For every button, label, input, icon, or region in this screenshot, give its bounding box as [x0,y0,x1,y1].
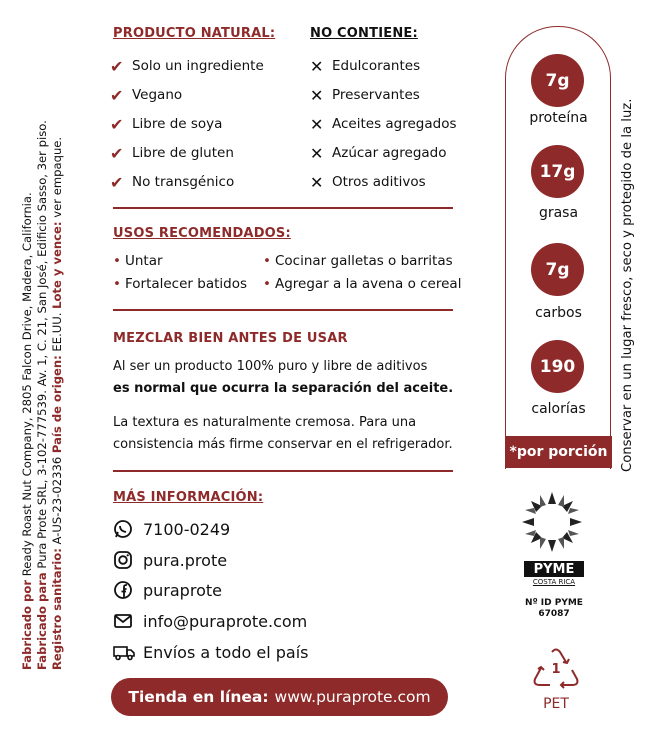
mezclar-title: MEZCLAR BIEN ANTES DE USAR [113,331,348,346]
mail-icon [113,611,143,631]
divider [113,470,453,472]
mezclar-paragraph-2: La textura es naturalmente cremosa. Para una consistencia más firme conservar en el refrigerador. [113,415,453,452]
store-label: Tienda en línea: [128,688,269,706]
facebook-row[interactable] [113,577,222,603]
shipping-text: Envíos a todo el país [143,642,309,662]
pyme-id-value: 67087 [538,609,570,619]
carbs-label: carbos [535,305,582,321]
fat-value: 17g [531,145,584,198]
natural-item: ✔ Vegano [110,85,183,105]
instagram-icon [113,550,143,570]
check-icon: ✔ [110,85,124,105]
manufactured-for-line: Fabricado para Pura Prote SRL, 3-102-777539. Av. 1, C. 21, San José, Edificio Sasso, 3er piso. [35,120,49,670]
cross-icon: ✕ [310,114,324,134]
no-contiene-item: ✕ Preservantes [310,85,420,105]
mezclar-paragraph-1: Al ser un producto 100% puro y libre de aditivos es normal que ocurra la separación del aceite. [113,359,454,396]
natural-item: ✔ Libre de soya [110,114,223,134]
pyme-logo-text: PYME [524,561,584,577]
protein-label: proteína [529,110,588,126]
uso-item: • Fortalecer batidos [113,276,248,292]
facebook-text: puraprote [143,580,222,600]
cross-icon: ✕ [310,56,324,76]
fat-label: grasa [538,205,579,221]
no-contiene-item: ✕ Otros aditivos [310,172,426,192]
truck-icon [113,642,143,662]
natural-item: ✔ Libre de gluten [110,143,234,163]
email-text: info@puraprote.com [143,611,308,631]
recycle-label: PET [543,696,569,712]
uso-item: • Untar [113,253,163,269]
divider [113,309,453,311]
cross-icon: ✕ [310,143,324,163]
pyme-seal-icon [520,490,584,554]
whatsapp-icon [113,519,143,539]
no-contiene-title: NO CONTIENE: [310,26,418,41]
shipping-row [113,639,308,665]
natural-item: ✔ Solo un ingrediente [110,56,264,76]
check-icon: ✔ [110,143,124,163]
instagram-text: pura.prote [143,550,228,570]
pyme-country: COSTA RICA [532,578,576,586]
calories-label: calorías [531,401,586,417]
facebook-icon [113,580,143,600]
email-row[interactable] [113,608,307,634]
cross-icon: ✕ [310,172,324,192]
info-title: MÁS INFORMACIÓN: [113,490,264,505]
pyme-id-label: Nº ID PYME [525,598,583,608]
uso-item: • Cocinar galletas o barritas [263,253,453,269]
no-contiene-item: ✕ Azúcar agregado [310,143,447,163]
uso-item: • Agregar a la avena o cereal [263,276,462,292]
natural-title: PRODUCTO NATURAL: [113,26,276,41]
storage-note-text: Conservar en un lugar fresco, seco y protegido de la luz. [620,98,635,472]
online-store-button[interactable] [111,678,448,716]
recycle-number: 1 [551,662,561,677]
calories-value: 190 [531,340,584,393]
per-serving-badge: *por porción [505,436,612,468]
usos-title: USOS RECOMENDADOS: [113,226,291,241]
no-contiene-item: ✕ Aceites agregados [310,114,457,134]
manufacturer-info [20,0,80,735]
phone-row[interactable] [113,516,230,542]
protein-value: 7g [531,54,584,107]
no-contiene-item: ✕ Edulcorantes [310,56,421,76]
check-icon: ✔ [110,172,124,192]
registry-line: Registro sanitario: A-US-23-02336 País de origen: EE.UU. Lote y vence: ver empaque. [50,136,64,670]
divider [113,207,453,209]
phone-text: 7100-0249 [143,519,231,539]
check-icon: ✔ [110,114,124,134]
manufacturer-line: Fabricado por Ready Roast Nut Company, 2805 Falcon Drive, Madera, California. [20,192,34,670]
instagram-row[interactable] [113,547,227,573]
cross-icon: ✕ [310,85,324,105]
natural-item: ✔ No transgénico [110,172,235,192]
carbs-value: 7g [531,243,584,296]
store-url: www.puraprote.com [274,688,431,706]
storage-note [620,0,650,735]
check-icon: ✔ [110,56,124,76]
